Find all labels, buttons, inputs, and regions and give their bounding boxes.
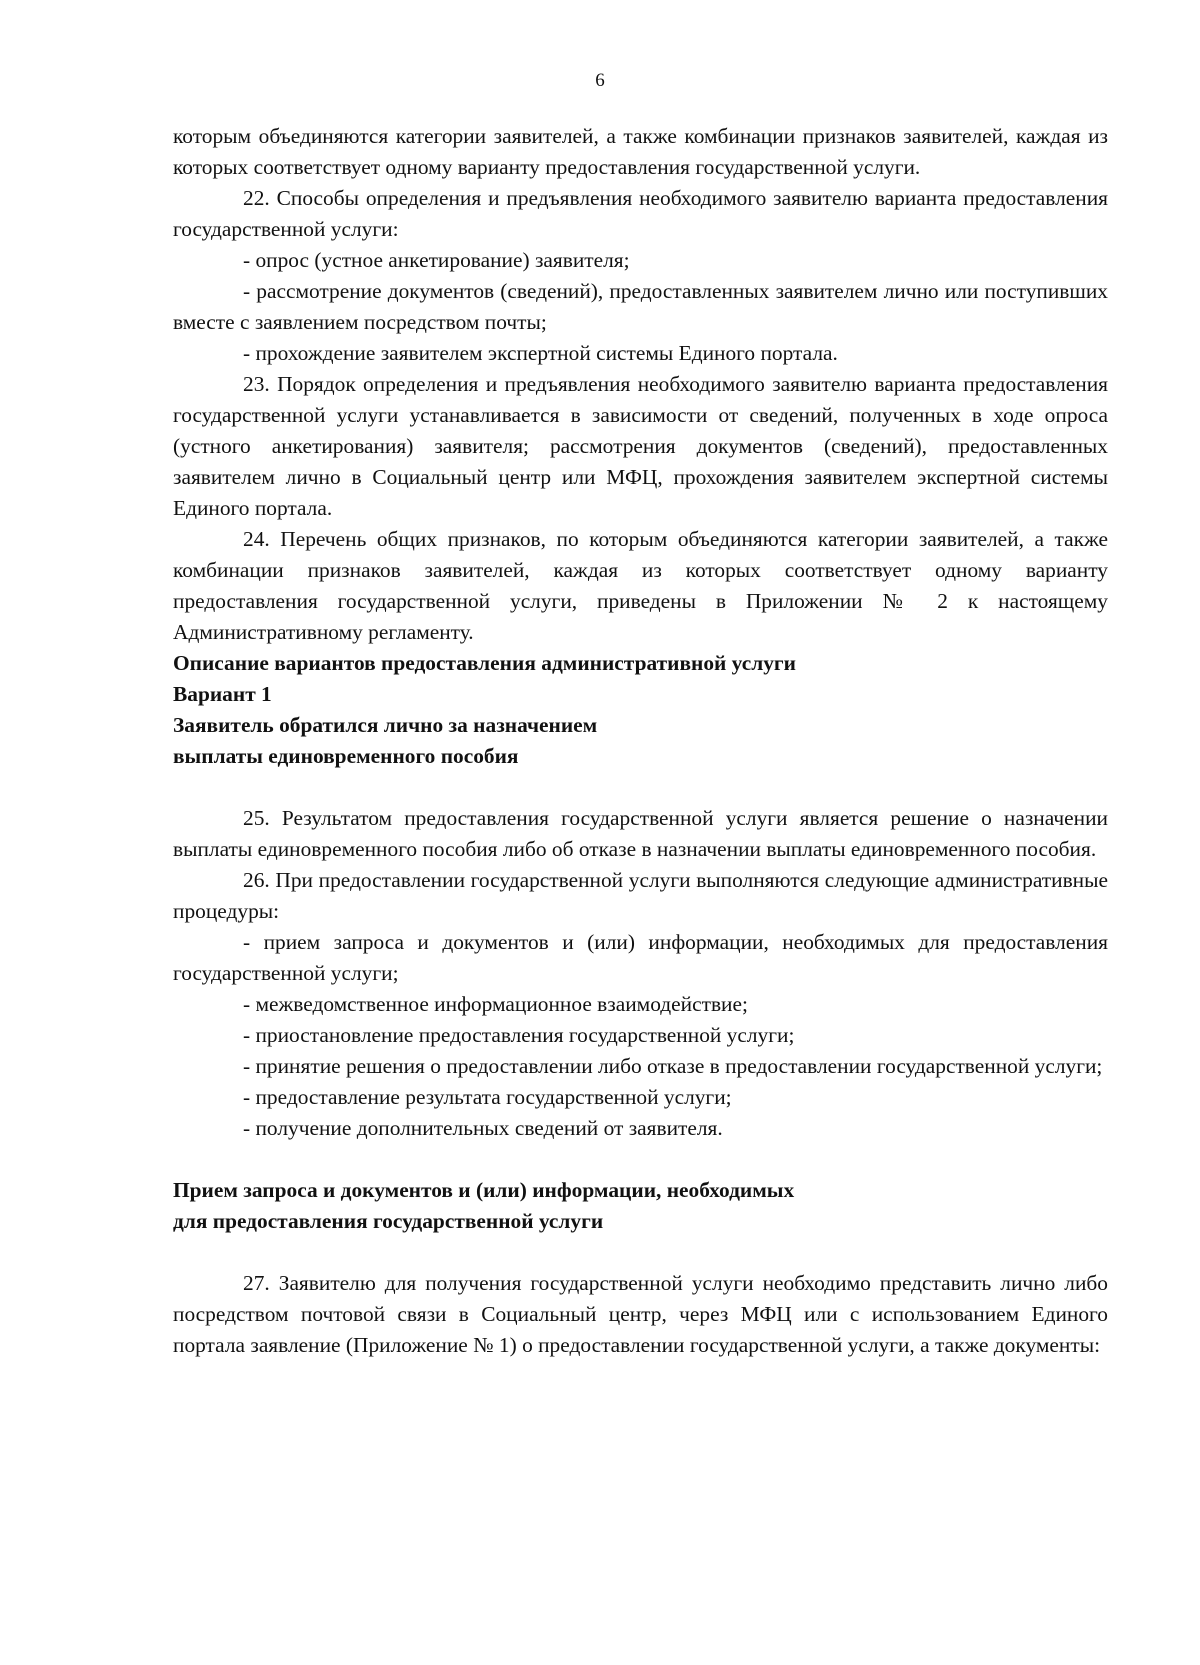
list-item: - рассмотрение документов (сведений), предоставленных заявителем лично или поступивших вместе с заявлением посредством почты; — [173, 279, 1108, 334]
section-heading-variants: Описание вариантов предоставления административной услуги — [173, 651, 796, 675]
paragraph-26: 26. При предоставлении государственной услуги выполняются следующие административные процедуры: — [173, 868, 1108, 923]
page-number: 6 — [595, 70, 605, 91]
list-item: - предоставление результата государственной услуги; — [243, 1085, 732, 1109]
paragraph-23: 23. Порядок определения и предъявления необходимого заявителю варианта предоставления государственной услуги устанавливается в зависимости от сведений, полученных в ходе опроса (устного анкетирования) заявителя; рассмотрения документов (сведений), предоставленных заявителем лично в Социальный центр или МФЦ, прохождения заявителем экспертной системы Единого портала. — [173, 372, 1108, 520]
document-body — [173, 121, 1108, 1361]
list-item: - прохождение заявителем экспертной системы Единого портала. — [243, 341, 838, 365]
paragraph-25: 25. Результатом предоставления государственной услуги является решение о назначении выплаты единовременного пособия либо об отказе в назначении выплаты единовременного пособия. — [173, 806, 1108, 861]
list-item: - межведомственное информационное взаимодействие; — [243, 992, 748, 1016]
paragraph-22: 22. Способы определения и предъявления необходимого заявителю варианта предоставления государственной услуги: — [173, 186, 1108, 241]
list-item: - получение дополнительных сведений от заявителя. — [243, 1116, 723, 1140]
variant-heading — [173, 679, 1108, 772]
section-heading-reception-line2: для предоставления государственной услуги — [173, 1209, 604, 1233]
paragraph-27: 27. Заявителю для получения государственной услуги необходимо представить лично либо посредством почтовой связи в Социальный центр, через МФЦ или с использованием Единого портала заявление (Приложение № 1) о предоставлении государственной услуги, а также документы: — [173, 1271, 1108, 1357]
variant-heading-line1: Вариант 1 — [173, 682, 272, 706]
list-item: - принятие решения о предоставлении либо отказе в предоставлении государственной услуги; — [243, 1054, 1103, 1078]
paragraph-24: 24. Перечень общих признаков, по которым объединяются категории заявителей, а также комбинации признаков заявителей, каждая из которых соответствует одному варианту предоставления государственной услуги, приведены в Приложении № 2 к настоящему Административному регламенту. — [173, 527, 1108, 644]
list-item: - приостановление предоставления государственной услуги; — [243, 1023, 795, 1047]
variant-heading-line2: Заявитель обратился лично за назначением — [173, 713, 598, 737]
list-item: - прием запроса и документов и (или) информации, необходимых для предоставления государственной услуги; — [173, 930, 1108, 985]
paragraph-continuation: которым объединяются категории заявителей, а также комбинации признаков заявителей, каждая из которых соответствует одному варианту предоставления государственной услуги. — [173, 124, 1108, 179]
list-item: - опрос (устное анкетирование) заявителя; — [243, 248, 630, 272]
section-heading-reception — [173, 1175, 1108, 1237]
variant-heading-line3: выплаты единовременного пособия — [173, 744, 519, 768]
section-heading-reception-line1: Прием запроса и документов и (или) информации, необходимых — [173, 1178, 795, 1202]
